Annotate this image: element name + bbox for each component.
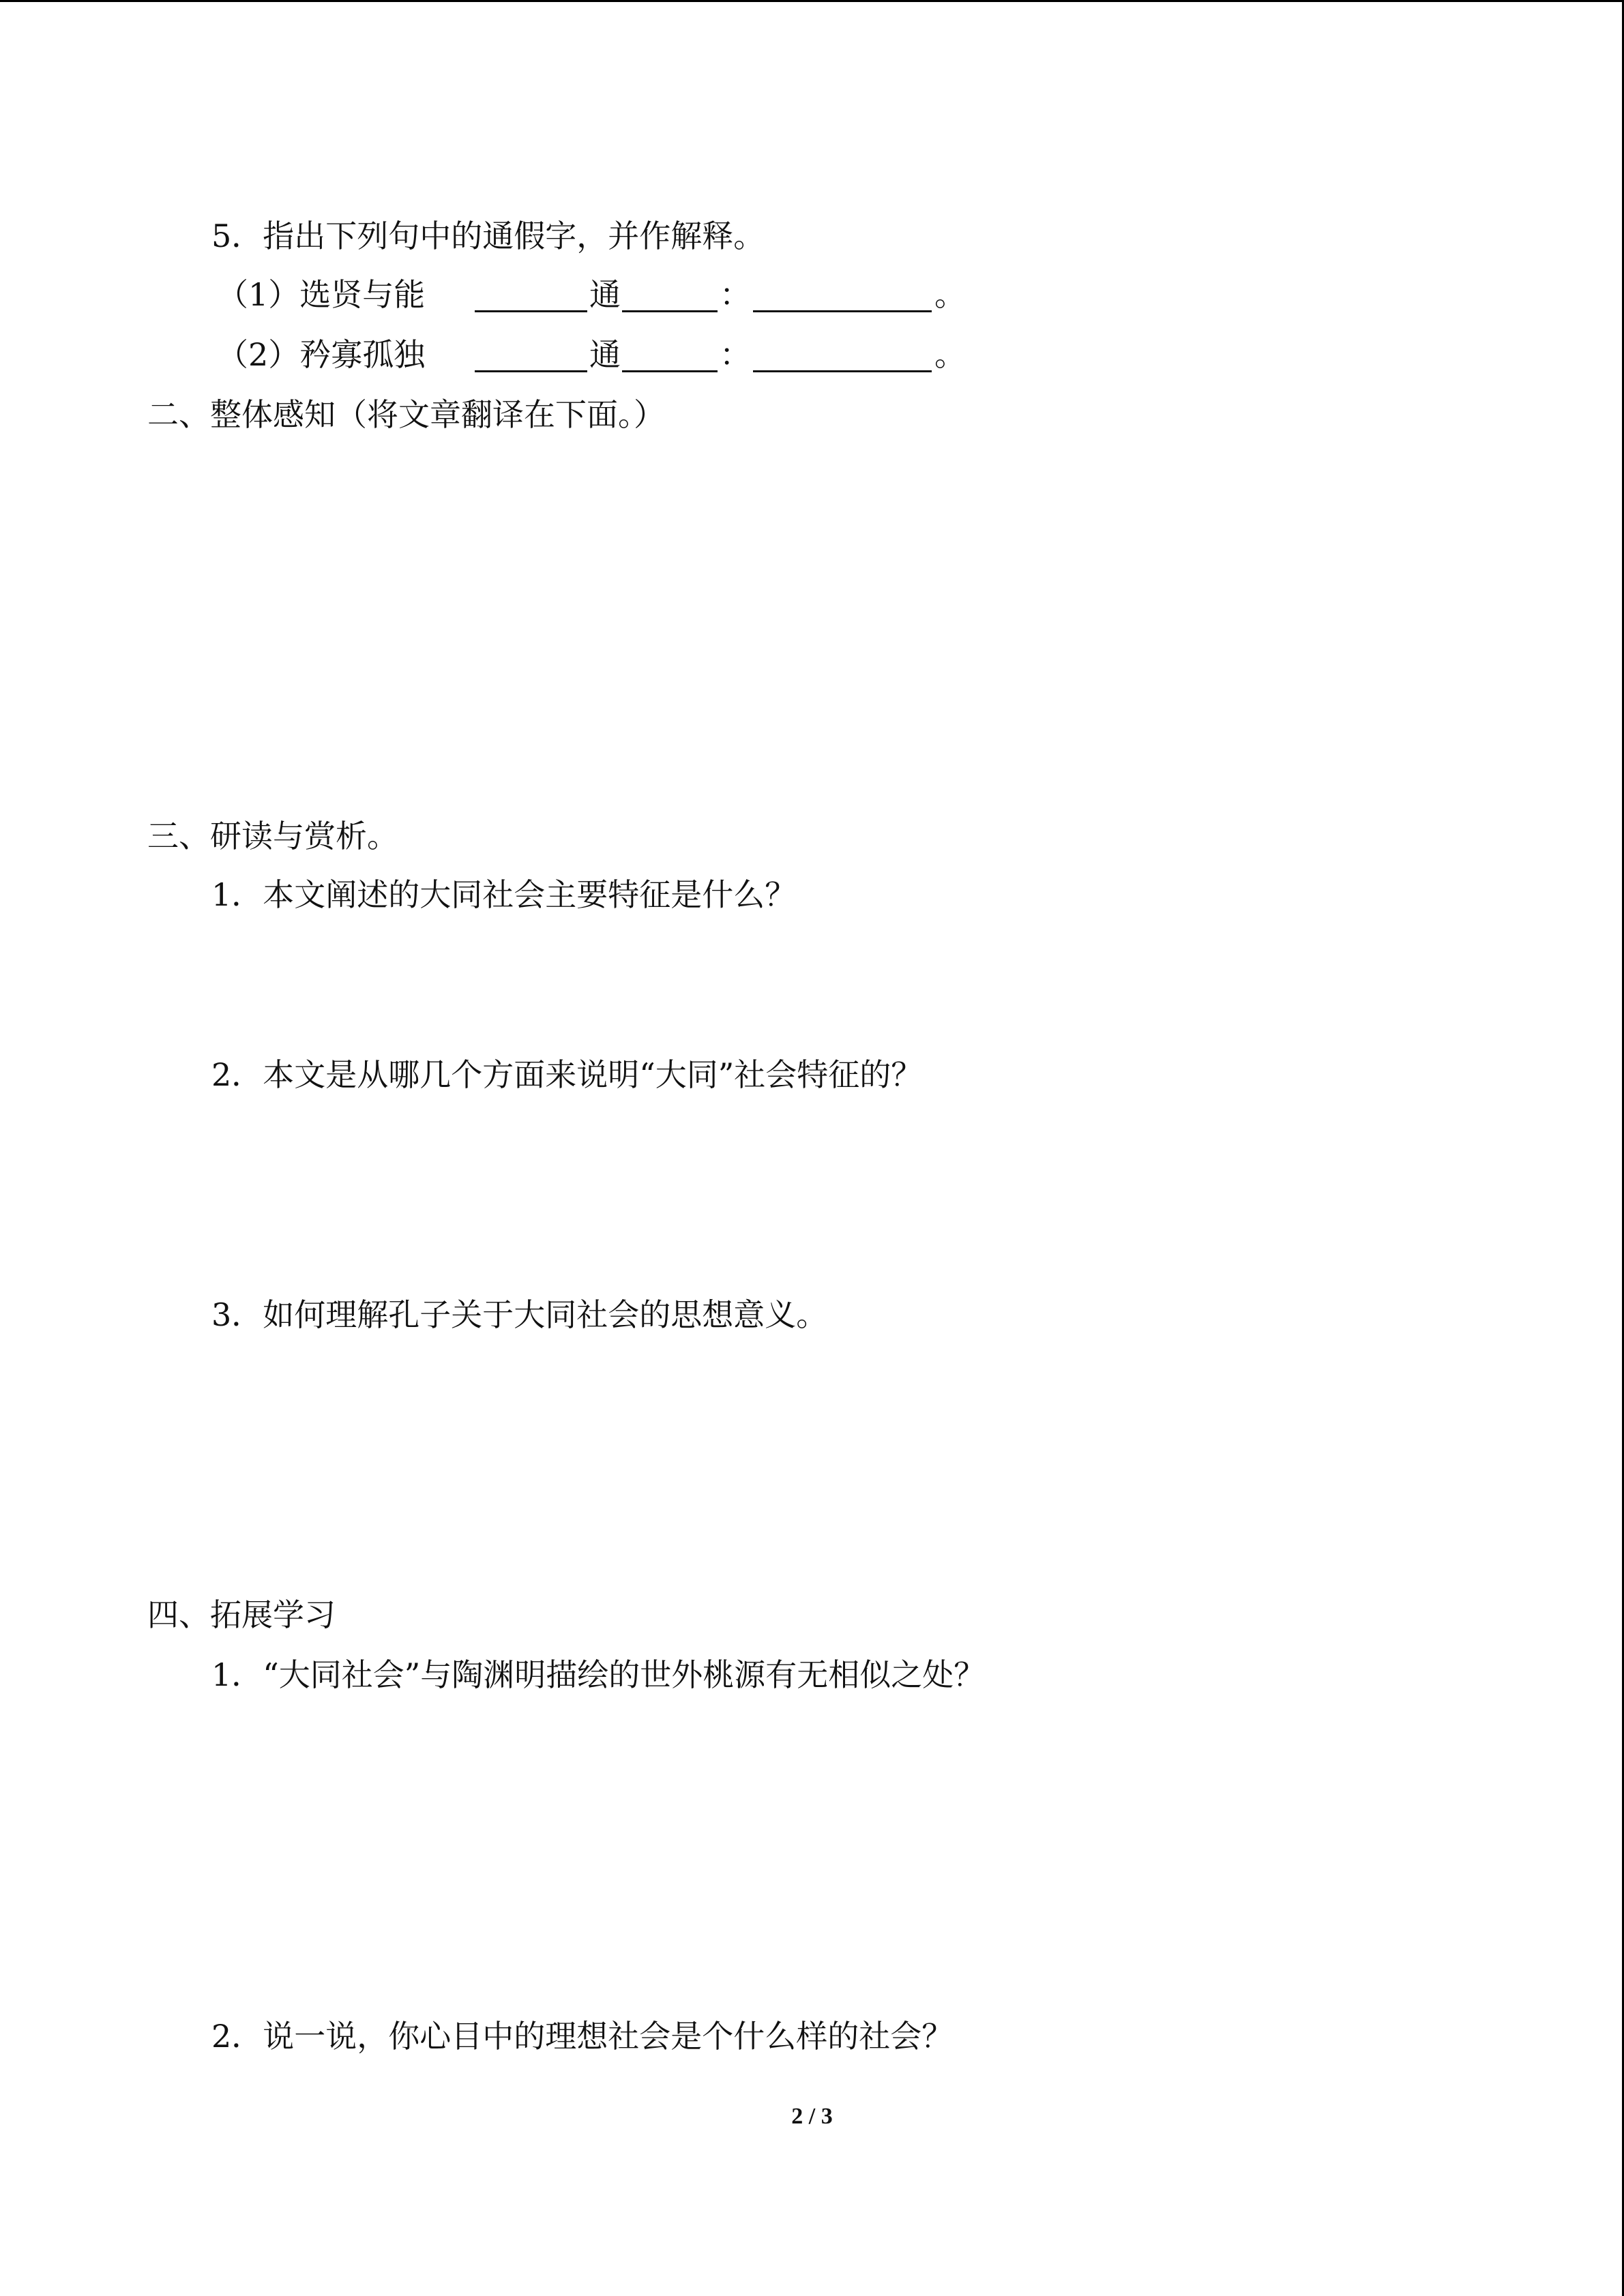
section-4-answer-area-1[interactable]: [211, 1701, 1439, 2014]
q5-item-2-blank-char[interactable]: [475, 370, 587, 372]
section-3-question-1: 1．本文阐述的大同社会主要特征是什么？: [211, 876, 797, 913]
q5-item-1-label: （1）选贤与能: [217, 276, 426, 313]
q5-item-2-end: 。: [934, 336, 966, 373]
section-3-answer-area-1[interactable]: [211, 921, 1439, 1050]
page-border-top: [0, 0, 1624, 2]
q5-item-2-label: （2）矜寡孤独: [217, 336, 426, 373]
q5-item-2-blank-meaning[interactable]: [753, 370, 932, 372]
q5-item-2-blank-original[interactable]: [622, 370, 718, 372]
q5-item-1-blank-char[interactable]: [475, 310, 587, 312]
section-3-question-3: 3．如何理解孔子关于大同社会的思想意义。: [211, 1296, 828, 1333]
section-2-heading: 二、整体感知（将文章翻译在下面。）: [147, 396, 665, 433]
translation-answer-area[interactable]: [147, 443, 1443, 784]
question-5-prompt: 5．指出下列句中的通假字，并作解释。: [211, 218, 765, 254]
section-3-answer-area-2[interactable]: [211, 1101, 1439, 1285]
q5-item-1-tong: 通: [589, 276, 621, 313]
section-3-heading: 三、研读与赏析。: [147, 818, 398, 854]
section-3-answer-area-3[interactable]: [211, 1341, 1439, 1579]
q5-item-2-tong: 通: [589, 336, 621, 373]
page-number: 2 / 3: [791, 2104, 833, 2129]
section-4-question-2: 2．说一说，你心目中的理想社会是个什么样的社会？: [211, 2018, 954, 2055]
q5-item-2-colon: ：: [720, 336, 751, 373]
section-4-heading: 四、拓展学习: [147, 1596, 336, 1633]
q5-item-1-end: 。: [934, 276, 966, 313]
section-3-question-2: 2．本文是从哪几个方面来说明“大同”社会特征的？: [211, 1056, 923, 1093]
q5-item-1-colon: ：: [720, 276, 751, 313]
q5-item-1-blank-meaning[interactable]: [753, 310, 932, 312]
section-4-question-1: 1．“大同社会”与陶渊明描绘的世外桃源有无相似之处？: [211, 1656, 986, 1693]
q5-item-1-blank-original[interactable]: [622, 310, 718, 312]
